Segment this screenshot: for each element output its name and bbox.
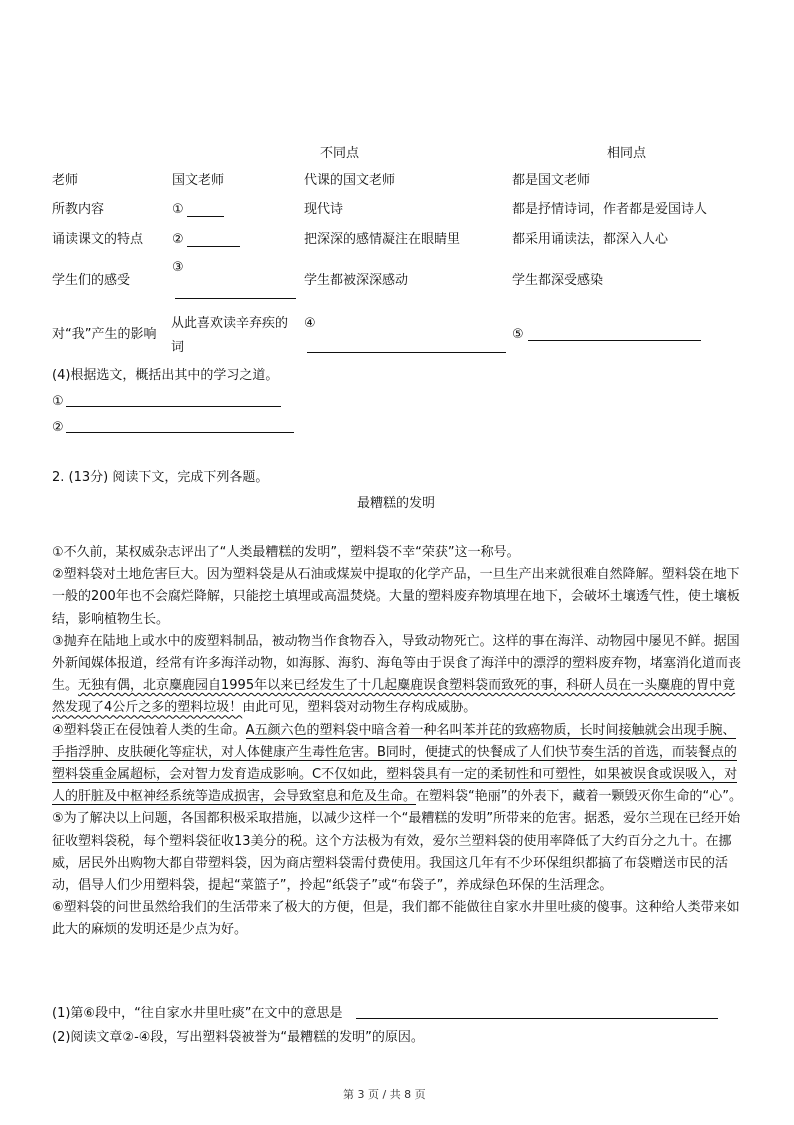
table-header-similarities: 相同点 bbox=[607, 146, 647, 161]
underlined-sentence-a: A五颜六色的塑料袋中暗含着一种名叫苯并芘的致癌物质，长时间接触就会出现手腕、手指浮肿、皮肤硬化等症状，对人体健康产生毒性危害。 bbox=[52, 722, 736, 760]
table-cell: 现代诗 bbox=[304, 202, 344, 217]
sub-question-2: (2)阅读文章②-④段，写出塑料袋被誉为“最糟糕的发明”的原因。 bbox=[52, 1030, 424, 1045]
answer-blank-q4-1[interactable] bbox=[66, 406, 281, 407]
table-cell: 代课的国文老师 bbox=[304, 173, 396, 188]
wavy-underlined-sentence: 无独有偶，北京麋鹿园自1995年以来已经发生了十几起麋鹿误食塑料袋而致死的事，科研人员在一头麋鹿的胃中竟然发现了4公斤之多的塑料垃圾！ bbox=[52, 678, 736, 716]
question-2-header: 2. (13分) 阅读下文，完成下列各题。 bbox=[52, 470, 269, 485]
answer-blank-3[interactable] bbox=[175, 298, 296, 299]
article-body bbox=[52, 542, 744, 942]
table-cell: 国文老师 bbox=[172, 173, 225, 188]
answer-marker: ② bbox=[52, 420, 64, 435]
table-cell: 学生都被深深感动 bbox=[304, 273, 409, 288]
table-header-differences: 不同点 bbox=[320, 146, 360, 161]
table-row-label: 对“我”产生的影响 bbox=[52, 327, 157, 342]
answer-blank-1[interactable] bbox=[187, 216, 224, 217]
underlined-sentence-c: C不仅如此，塑料袋具有一定的柔韧性和可塑性，如果被误食或误吸入，对人的肝脏及中枢神经系统等造成损害，会导致窒息和危及生命。 bbox=[52, 767, 738, 805]
table-cell-marker: ② bbox=[172, 232, 184, 247]
paragraph-1: ①不久前，某权威杂志评出了“人类最糟糕的发明”，塑料袋不幸“荣获”这一称号。 bbox=[52, 545, 520, 560]
table-cell: 都采用诵读法，都深入人心 bbox=[512, 232, 669, 247]
table-cell: 都是国文老师 bbox=[512, 173, 591, 188]
question-4-prompt: (4)根据选文，概括出其中的学习之道。 bbox=[52, 368, 279, 383]
table-row-label: 所教内容 bbox=[52, 202, 105, 217]
answer-blank-q4-2[interactable] bbox=[66, 432, 294, 433]
table-cell: 学生都深受感染 bbox=[512, 273, 604, 288]
table-cell: 从此喜欢读辛弃疾的 bbox=[171, 316, 289, 331]
paragraph-4: ④塑料袋正在侵蚀着人类的生命。A五颜六色的塑料袋中暗含着一种名叫苯并芘的致癌物质，长时间接触就会出现手腕、手指浮肿、皮肤硬化等症状，对人体健康产生毒性危害。B同时，便捷式的快餐成了人们快节奏生活的首选，而装餐点的塑料袋重金属超标，会对智力发育造成影响。C不仅如此，塑料袋具有一定的柔韧性和可塑性，如果被误食或误吸入，对人的肝脏及中枢神经系统等造成损害，会导致窒息和危及生命。在塑料袋“艳丽”的外表下，藏着一颗毁灭你生命的“心”。 bbox=[52, 722, 742, 805]
underlined-sentence-b: B同时，便捷式的快餐成了人们快节奏生活的首选，而装餐点的塑料袋重金属超标，会对智力发育造成影响。 bbox=[52, 744, 737, 783]
table-row-label: 学生们的感受 bbox=[52, 273, 131, 288]
article-title: 最糟糕的发明 bbox=[357, 496, 436, 511]
table-cell: 都是抒情诗词，作者都是爱国诗人 bbox=[512, 202, 708, 217]
sub-question-1: (1)第⑥段中，“往自家水井里吐痰”在文中的意思是 bbox=[52, 1006, 343, 1021]
answer-blank-2[interactable] bbox=[187, 246, 240, 247]
paragraph-5: ⑤为了解决以上问题，各国都积极采取措施，以减少这样一个“最糟糕的发明”所带来的危害。据悉，爱尔兰现在已经开始征收塑料袋税，每个塑料袋征收13美分的税。这个方法极为有效，爱尔兰塑料袋的使用率降低了大约百分之九十。在挪威，居民外出购物大都自带塑料袋，因为商店塑料袋需付费使用。我国这几年有不少环保组织都搞了布袋赠送市民的活动，倡导人们少用塑料袋，提起“菜篮子”，拎起“纸袋子”或“布袋子”，养成绿色环保的生活理念。 bbox=[52, 811, 741, 894]
paragraph-2: ②塑料袋对土地危害巨大。因为塑料袋是从石油或煤炭中提取的化学产品，一旦生产出来就很难自然降解。塑料袋在地下一般的200年也不会腐烂降解，只能挖土填埋或高温焚烧。大量的塑料废弃物填埋在地下，会破坏土壤透气性，使土壤板结，影响植物生长。 bbox=[52, 567, 740, 627]
table-cell-marker: ④ bbox=[304, 316, 316, 331]
paragraph-6: ⑥塑料袋的问世虽然给我们的生活带来了极大的方便，但是，我们都不能做往自家水井里吐痰的傻事。这种给人类带来如此大的麻烦的发明还是少点为好。 bbox=[52, 900, 740, 938]
answer-blank-4[interactable] bbox=[307, 352, 506, 353]
table-row-label: 诵读课文的特点 bbox=[52, 232, 144, 247]
table-cell: 词 bbox=[171, 340, 185, 355]
table-cell-marker: ③ bbox=[172, 260, 184, 275]
table-cell-marker: ⑤ bbox=[512, 327, 524, 342]
table-cell-marker: ① bbox=[172, 202, 184, 217]
table-cell: 把深深的感情凝注在眼睛里 bbox=[304, 232, 461, 247]
table-row-label: 老师 bbox=[52, 173, 79, 188]
paragraph-3: ③抛弃在陆地上或水中的废塑料制品，被动物当作食物吞入，导致动物死亡。这样的事在海洋、动物园中屡见不鲜。据国外新闻媒体报道，经常有许多海洋动物，如海豚、海豹、海龟等由于误食了海洋中的漂浮的塑料废弃物，堵塞消化道而丧生。无独有偶，北京麋鹿园自1995年以来已经发生了十几起麋鹿误食塑料袋而致死的事，科研人员在一头麋鹿的胃中竟然发现了4公斤之多的塑料垃圾！由此可见，塑料袋对动物生存构成威胁。 bbox=[52, 633, 742, 716]
page-footer: 第 3 页 / 共 8 页 bbox=[343, 1088, 426, 1101]
answer-blank-5[interactable] bbox=[528, 340, 701, 341]
answer-marker: ① bbox=[52, 394, 64, 409]
answer-blank-sq1[interactable] bbox=[356, 1018, 718, 1019]
